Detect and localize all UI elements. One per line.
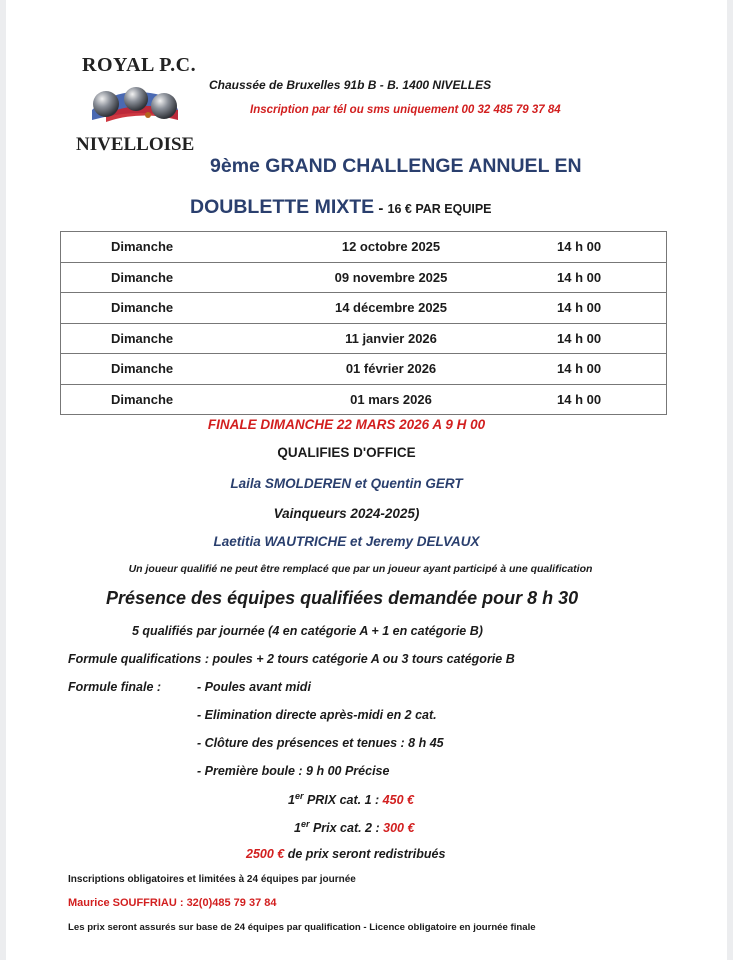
presence-notice: Présence des équipes qualifiées demandée pour 8 h 30: [106, 588, 579, 608]
schedule-day: Dimanche: [61, 293, 292, 324]
prize-cat2-value: 300 €: [383, 821, 415, 836]
schedule-date: 14 décembre 2025: [291, 293, 491, 324]
schedule-day: Dimanche: [61, 384, 292, 415]
schedule-time: 14 h 00: [491, 384, 667, 415]
logo-top-text: ROYAL P.C.: [82, 54, 197, 76]
winners-label: Vainqueurs 2024-2025): [273, 506, 420, 521]
logo-bottom-text: NIVELLOISE: [76, 134, 195, 155]
prize-cat1-value: 450 €: [382, 793, 414, 808]
schedule-time: 14 h 00: [491, 293, 667, 324]
schedule-date: 01 mars 2026: [291, 384, 491, 415]
qualified-pair-2: Laetitia WAUTRICHE et Jeremy DELVAUX: [213, 534, 480, 549]
schedule-time: 14 h 00: [491, 262, 667, 293]
qualifies-per-day: 5 qualifiés par journée (4 en catégorie A + 1 en catégorie B): [132, 624, 483, 638]
schedule-row: [61, 323, 667, 354]
schedule-row: [61, 262, 667, 293]
schedule-time: 14 h 00: [491, 354, 667, 385]
schedule-date: 12 octobre 2025: [291, 232, 491, 263]
contact-person: Maurice SOUFFRIAU : 32(0)485 79 37 84: [68, 897, 277, 909]
schedule-row: [61, 293, 667, 324]
finale-item: - Elimination directe après-midi en 2 cat.: [197, 708, 437, 722]
rule-note: Un joueur qualifié ne peut être remplacé que par un joueur ayant participé à une qualification: [128, 563, 593, 575]
finale-item: - Clôture des présences et tenues : 8 h 45: [197, 736, 444, 750]
prize-guarantee-note: Les prix seront assurés sur base de 24 équipes par qualification - Licence obligatoire en journée finale: [68, 922, 536, 933]
flyer-page: [6, 0, 727, 960]
petanque-balls-logo-icon: [86, 80, 182, 126]
inscriptions-limit: Inscriptions obligatoires et limitées à 24 équipes par journée: [68, 874, 356, 885]
title-price: 16 € PAR EQUIPE: [387, 202, 492, 216]
schedule-day: Dimanche: [61, 354, 292, 385]
title-line1: 9ème GRAND CHALLENGE ANNUEL EN: [210, 155, 582, 177]
prize-total-value: 2500 €: [246, 847, 285, 861]
schedule-date: 11 janvier 2026: [291, 323, 491, 354]
prize-total-text: de prix seront redistribués: [284, 847, 446, 861]
schedule-day: Dimanche: [61, 262, 292, 293]
formule-qualifications: Formule qualifications : poules + 2 tours catégorie A ou 3 tours catégorie B: [68, 652, 515, 666]
schedule-row: [61, 232, 667, 263]
address: Chaussée de Bruxelles 91b B - B. 1400 NIVELLES: [209, 78, 492, 92]
schedule-time: 14 h 00: [491, 323, 667, 354]
prize-total: [246, 847, 445, 861]
prize-cat2-rank: 1: [294, 821, 301, 836]
schedule-time: 14 h 00: [491, 232, 667, 263]
schedule-day: Dimanche: [61, 323, 292, 354]
schedule-date: 01 février 2026: [291, 354, 491, 385]
title-line2: [190, 196, 492, 219]
prize-cat1-label: PRIX cat. 1 :: [303, 793, 383, 808]
qualified-pair-1: Laila SMOLDEREN et Quentin GERT: [230, 476, 463, 491]
formule-finale-label: Formule finale :: [68, 680, 162, 694]
finale-item: - Poules avant midi: [197, 680, 311, 694]
qualified-heading: QUALIFIES D'OFFICE: [277, 445, 416, 460]
prize-cat1: [288, 791, 414, 807]
prize-cat2-label: Prix cat. 2 :: [309, 821, 384, 836]
prize-cat1-rank: 1: [288, 793, 295, 808]
finale-date: FINALE DIMANCHE 22 MARS 2026 A 9 H 00: [207, 417, 486, 432]
schedule-table: [60, 231, 667, 415]
schedule-row: [61, 384, 667, 415]
prize-cat1-sup: er: [294, 791, 304, 801]
title-dash: -: [374, 200, 388, 217]
title-main: DOUBLETTE MIXTE: [190, 196, 375, 218]
finale-item: - Première boule : 9 h 00 Précise: [197, 764, 390, 778]
schedule-date: 09 novembre 2025: [291, 262, 491, 293]
schedule-row: [61, 354, 667, 385]
schedule-day: Dimanche: [61, 232, 292, 263]
prize-cat2: [294, 819, 414, 835]
prize-cat2-sup: er: [300, 819, 310, 829]
inscription-phone: Inscription par tél ou sms uniquement 00 32 485 79 37 84: [250, 104, 561, 116]
